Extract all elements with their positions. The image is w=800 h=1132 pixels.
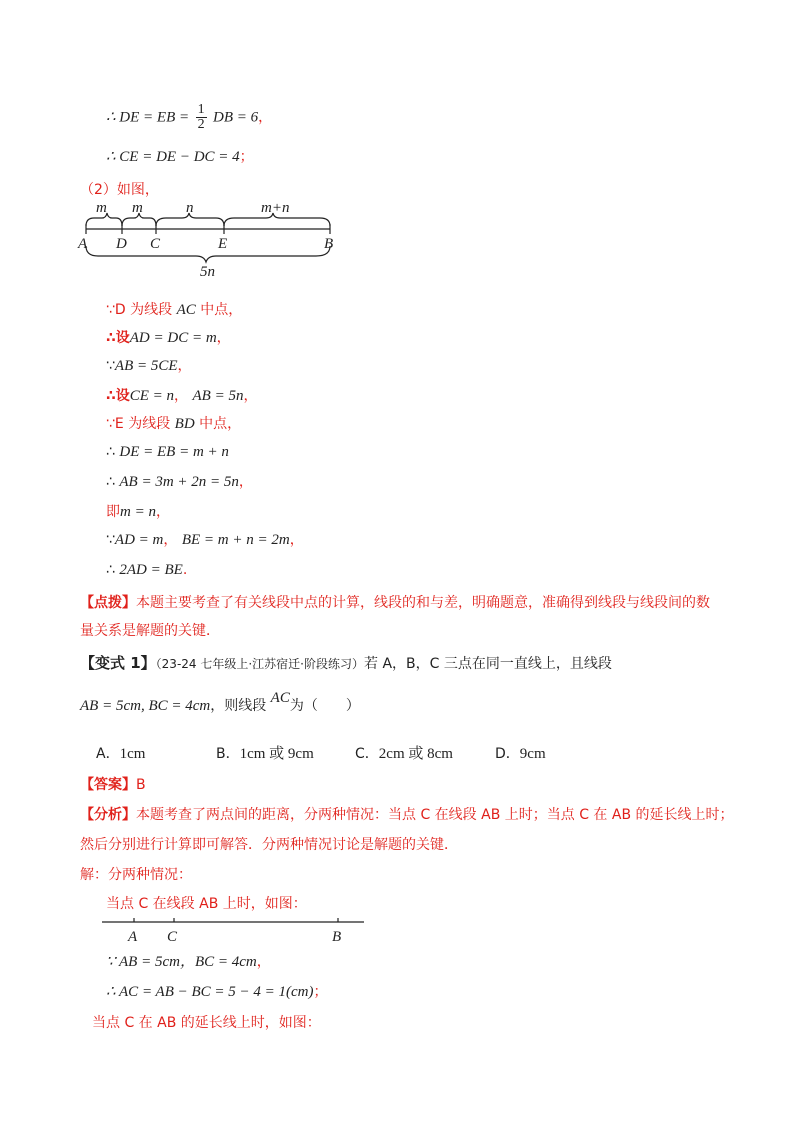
segment-diagram-acb <box>100 912 370 946</box>
step-7: ∴ AB = 3m + 2n = 5n， <box>106 474 253 490</box>
case1-given: ∵ AB = 5cm，BC = 4cm， <box>106 954 271 970</box>
label-top-m-plus-n: m+n <box>261 200 290 216</box>
step-ce: ∴ CE = DE − DC = 4； <box>106 149 254 165</box>
answer: 【答案】B <box>80 777 146 793</box>
analysis-line-1: 【分析】本题考查了两点间的距离，分两种情况：当点 C 在线段 AB 上时；当点 C 在 AB 的延长线上时； <box>80 807 734 823</box>
segment-diagram-5n <box>76 196 346 278</box>
step-4: ∴设CE = n， AB = 5n， <box>106 388 258 404</box>
point-b: B <box>324 236 334 252</box>
case1-result: ∴ AC = AB − BC = 5 − 4 = 1(cm)； <box>106 984 328 1000</box>
step-2: ∴设AD = DC = m， <box>106 330 231 346</box>
comment-line-1: 【点拨】本题主要考查了有关线段中点的计算，线段的和与差，明确题意，准确得到线段与线段间的数 <box>80 595 710 611</box>
variant-stem: 【变式 1】（23-24 七年级上·江苏宿迁·阶段练习）若 A，B，C 三点在同一直线上，且线段 <box>80 654 612 672</box>
step-6: ∴ DE = EB = m + n <box>106 444 229 460</box>
point-e: E <box>218 236 228 252</box>
label-bottom-5n: 5n <box>200 264 215 278</box>
diagram2-point-c: C <box>167 929 178 945</box>
part2-heading: （2）如图， <box>80 182 159 198</box>
step-3: ∵AB = 5CE， <box>106 358 192 374</box>
solution-case-2: 当点 C 在 AB 的延长线上时，如图： <box>92 1015 321 1031</box>
variant-given: AB = 5cm, BC = 4cm，则线段 AC为（ ） <box>80 690 360 714</box>
solution-intro: 解：分两种情况： <box>80 867 192 883</box>
point-c: C <box>150 236 161 252</box>
step-1: ∵D 为线段 AC 中点， <box>106 302 243 318</box>
option-a[interactable]: A．1cm <box>96 746 146 762</box>
option-d[interactable]: D．9cm <box>495 746 546 762</box>
solution-case-1: 当点 C 在线段 AB 上时，如图： <box>106 896 307 912</box>
option-b[interactable]: B．1cm 或 9cm <box>216 746 314 762</box>
option-c[interactable]: C．2cm 或 8cm <box>355 746 453 762</box>
diagram2-point-b: B <box>332 929 342 945</box>
step-9: ∵AD = m， BE = m + n = 2m， <box>106 532 304 548</box>
step-8: 即m = n， <box>106 504 170 520</box>
step-5: ∵E 为线段 BD 中点， <box>106 416 242 432</box>
step-10: ∴ 2AD = BE. <box>106 562 188 578</box>
fraction-one-half: $\frac{1}{2}$ <box>197 102 205 132</box>
label-top-n: n <box>186 200 194 216</box>
label-top-m2: m <box>132 200 143 216</box>
point-a: A <box>78 236 88 252</box>
diagram2-point-a: A <box>128 929 138 945</box>
step-de: ∴ DE = EB = $\frac{1}{2}$ DB = 6， <box>106 102 273 132</box>
point-d: D <box>116 236 127 252</box>
analysis-line-2: 然后分别进行计算即可解答．分两种情况讨论是解题的关键． <box>80 837 458 853</box>
comment-line-2: 量关系是解题的关键． <box>80 623 220 639</box>
label-top-m1: m <box>96 200 107 216</box>
